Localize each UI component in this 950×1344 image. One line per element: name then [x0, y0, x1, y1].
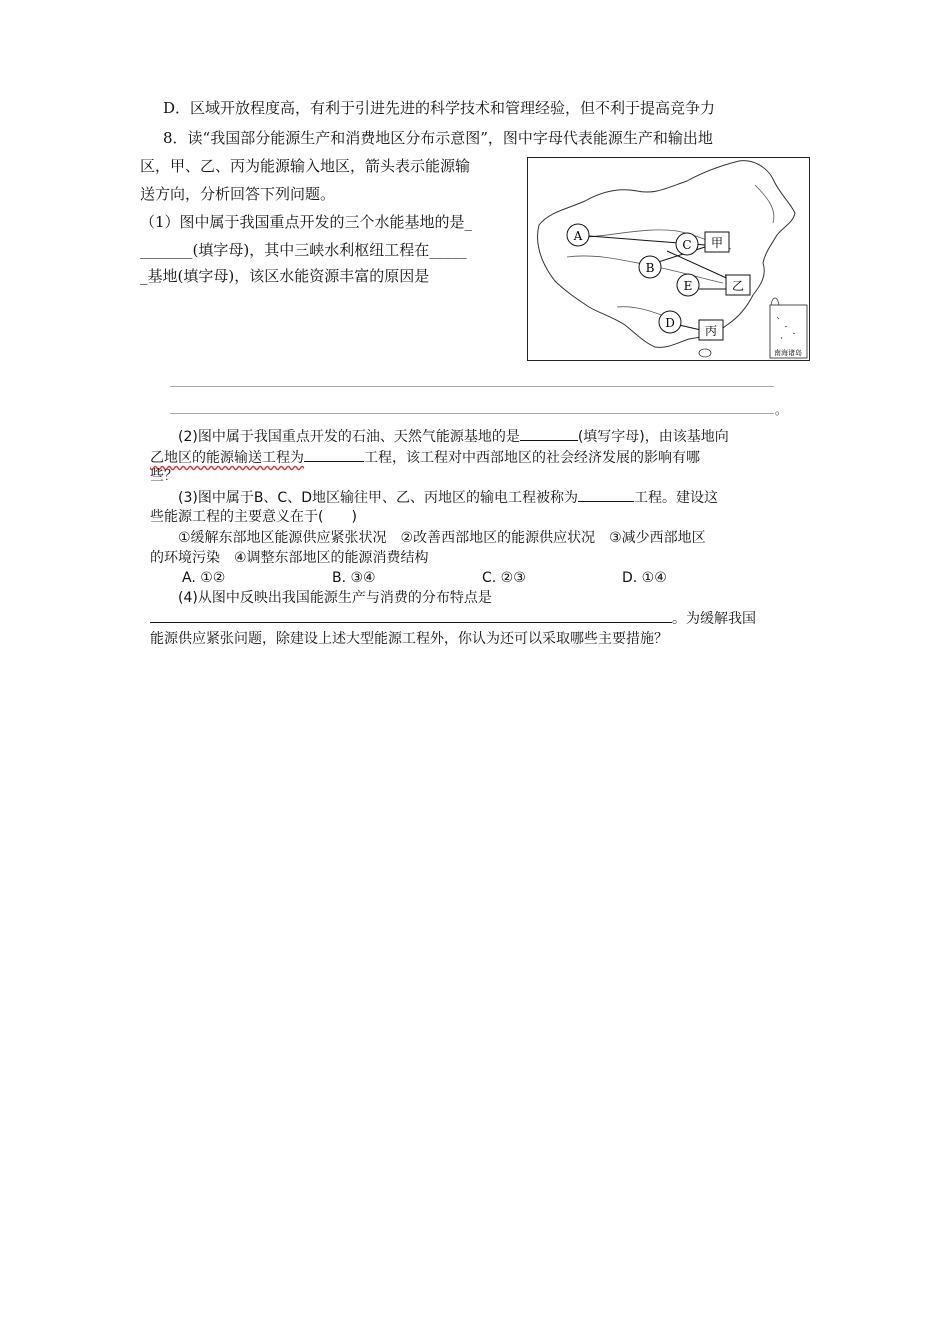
choice-c: C. ②③ — [482, 570, 526, 586]
choice-d: D. ①④ — [622, 570, 667, 586]
blank-field[interactable] — [578, 487, 634, 502]
choice-b: B. ③④ — [332, 570, 376, 586]
part2-line1: (2)图中属于我国重点开发的石油、天然气能源基地的是 (填写字母)，由该基地向 — [178, 426, 729, 447]
part4-line3: 能源供应紧张问题，除建设上述大型能源工程外，你认为还可以采取哪些主要措施？ — [150, 631, 668, 647]
q8-line2: 区，甲、乙、丙为能源输入地区，箭头表示能源输 — [140, 157, 471, 175]
part3-options1: ①缓解东部地区能源供应紧张状况 ②改善西部地区的能源供应状况 ③减少西部地区 — [178, 530, 706, 546]
part3-line2: 些能源工程的主要意义在于( ) — [150, 509, 357, 525]
q8-line3: 送方向，分析回答下列问题。 — [140, 185, 336, 203]
part2-line3: 些？ — [150, 468, 178, 484]
choice-a: A. ①② — [182, 570, 226, 586]
option-d: D．区域开放程度高，有利于引进先进的科学技术和管理经验，但不利于提高竞争力 — [163, 99, 716, 117]
answer-rule-2 — [170, 413, 774, 414]
q8-intro: 8．读“我国部分能源生产和消费地区分布示意图”，图中字母代表能源生产和输出地 — [163, 129, 713, 147]
blank-field[interactable] — [520, 426, 578, 441]
end-mark: 。 — [775, 403, 788, 417]
map-label-b: B — [645, 261, 655, 275]
inset-caption: 南海诸岛 — [774, 349, 802, 357]
answer-rule-1 — [170, 386, 774, 387]
map-label-c: C — [682, 238, 692, 252]
part3-options2: 的环境污染 ④调整东部地区的能源消费结构 — [150, 550, 429, 566]
part1-line1: （1）图中属于我国重点开发的三个水能基地的是_ — [140, 213, 473, 231]
map-label-yi: 乙 — [731, 279, 745, 293]
energy-map — [527, 157, 810, 361]
energy-map-figure — [527, 157, 810, 361]
map-label-e: E — [683, 279, 693, 293]
part1-line2: _______(填字母)，其中三峡水利枢纽工程在_____ — [140, 241, 467, 259]
part2-line2: 乙地区的能源输送工程为 工程，该工程对中西部地区的社会经济发展的影响有哪 — [150, 447, 700, 468]
part3-line1: (3)图中属于B、C、D地区输往甲、乙、丙地区的输电工程被称为 工程。建设这 — [178, 487, 718, 508]
part4-line2: 。为缓解我国 — [150, 608, 756, 629]
map-label-d: D — [665, 316, 675, 330]
map-label-bing: 丙 — [704, 324, 718, 338]
blank-field[interactable] — [304, 447, 364, 462]
part1-line3: _基地(填字母)，该区水能资源丰富的原因是 — [140, 267, 430, 285]
map-label-jia: 甲 — [710, 236, 724, 250]
map-label-a: A — [573, 229, 583, 243]
part4-line1: (4)从图中反映出我国能源生产与消费的分布特点是 — [178, 590, 492, 606]
blank-field[interactable] — [150, 608, 672, 623]
